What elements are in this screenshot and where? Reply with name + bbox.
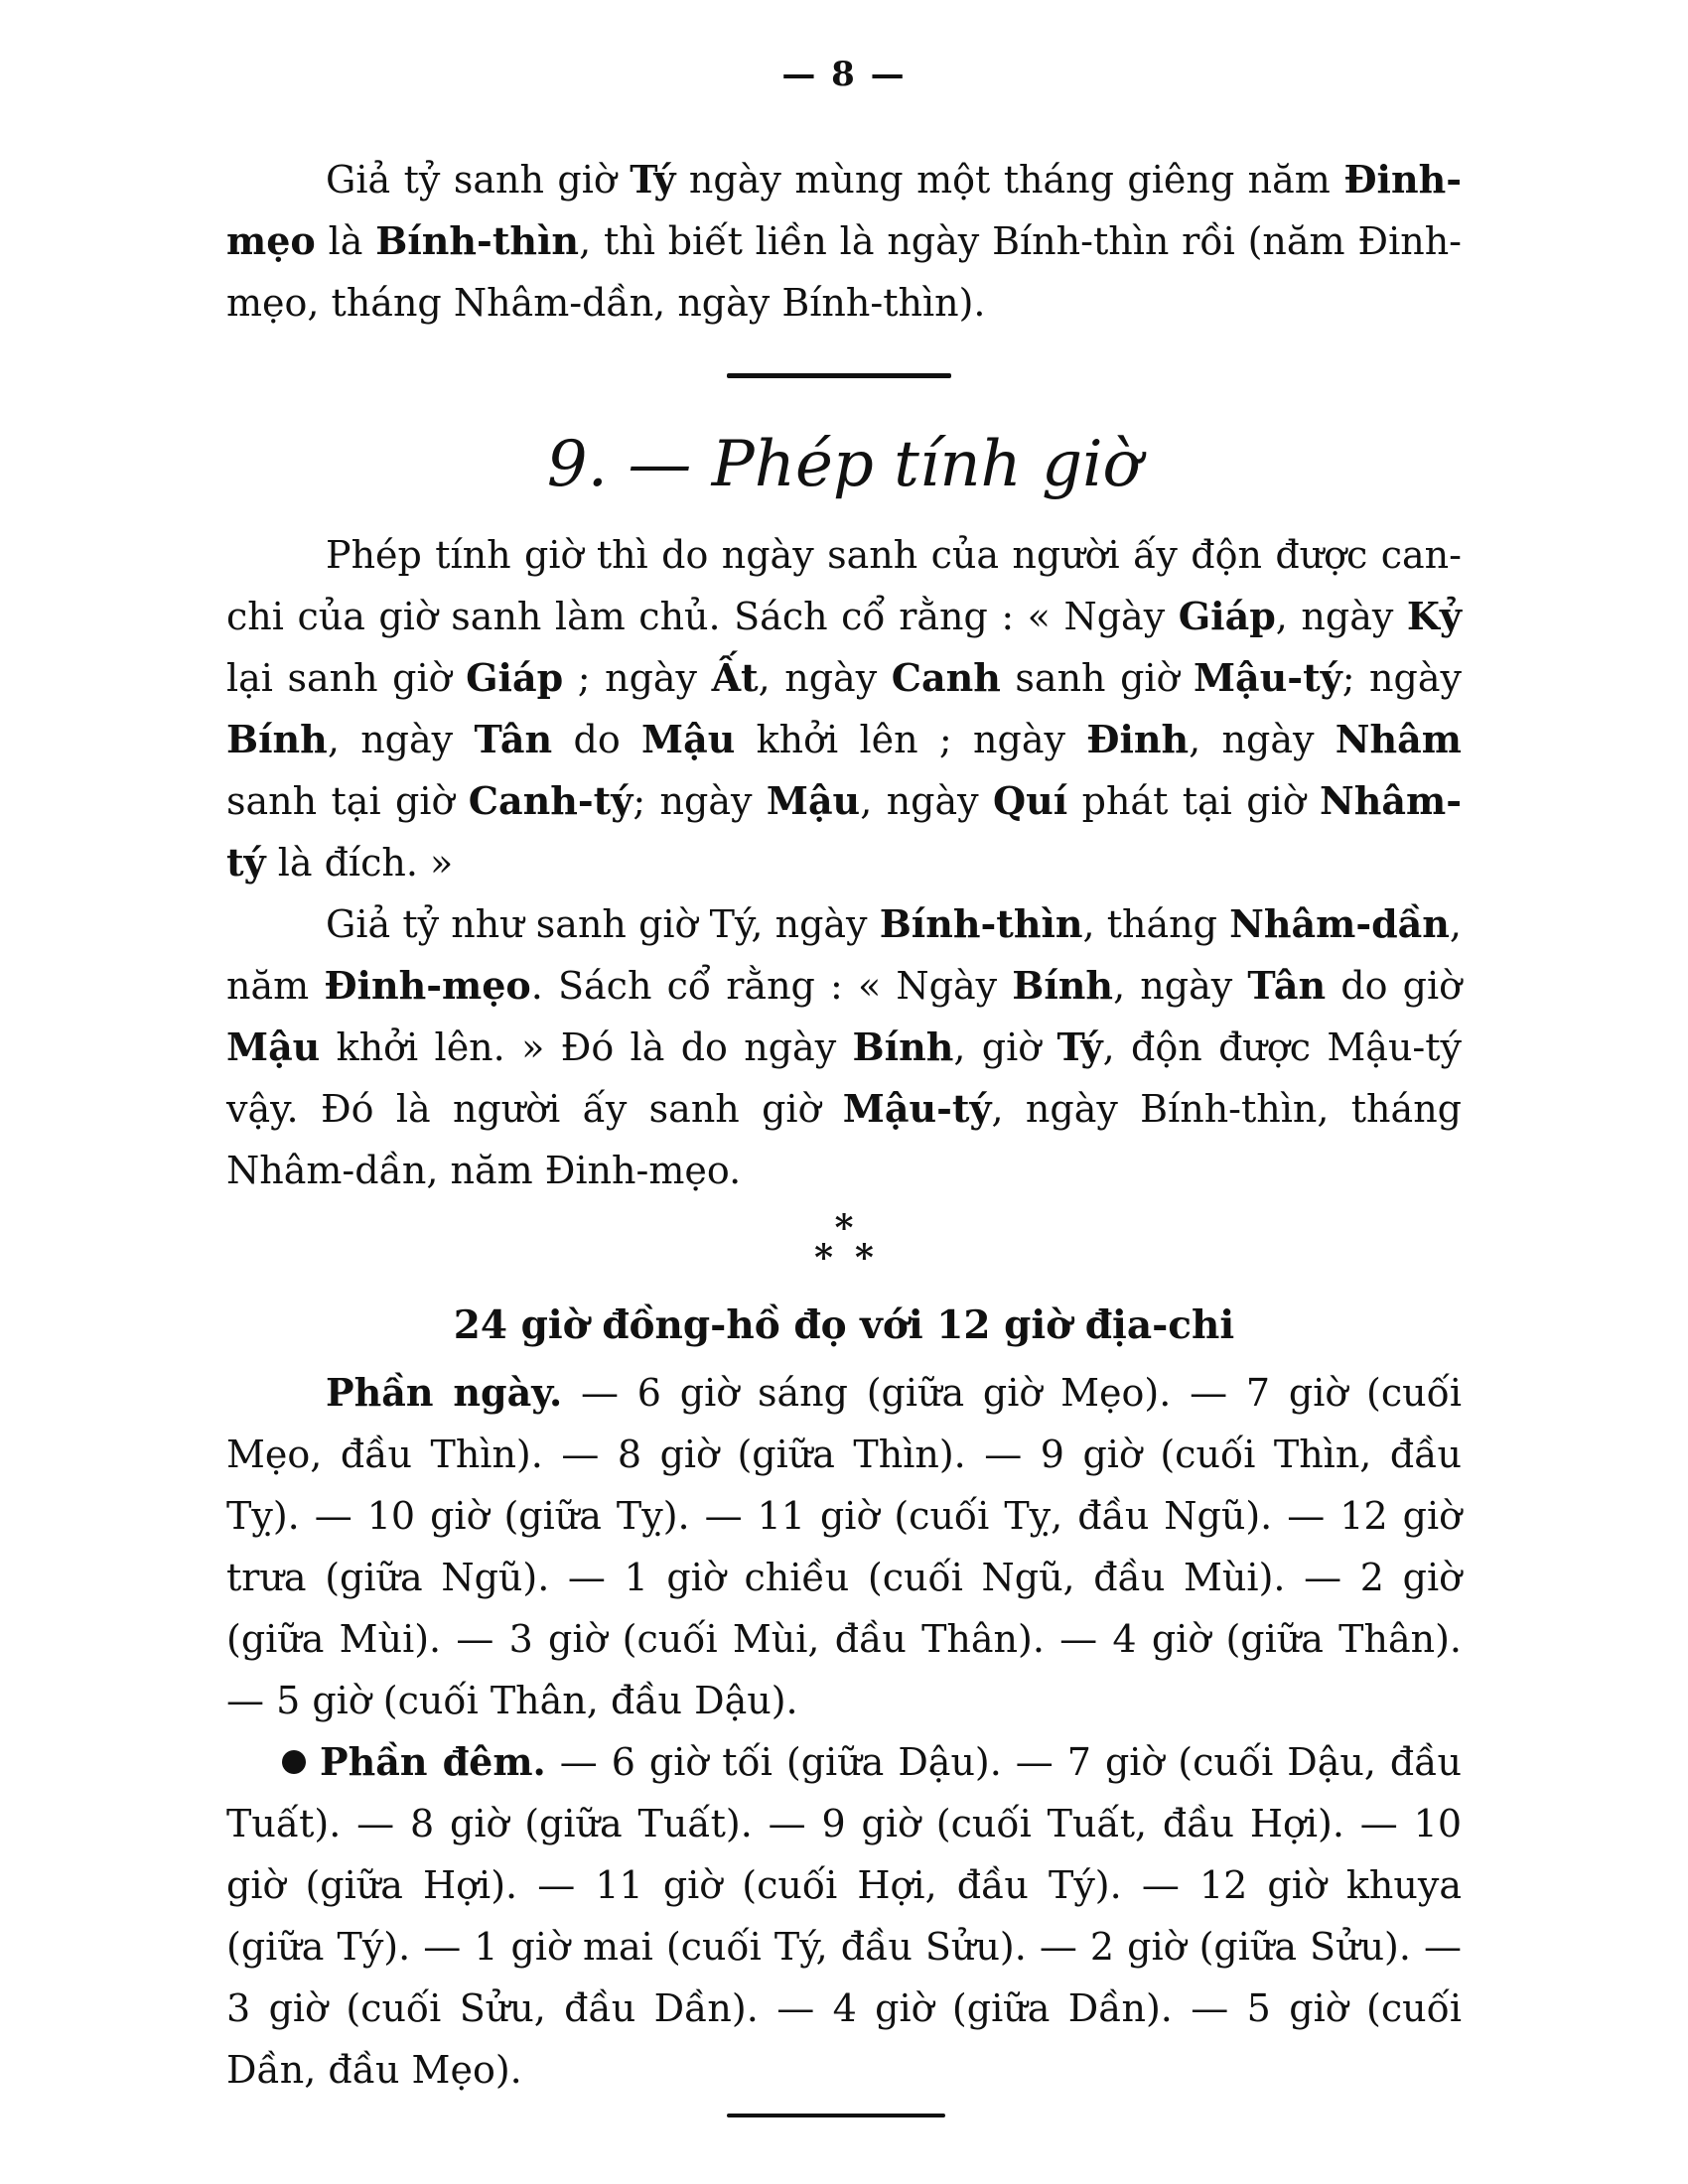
para-bold: Bính [226,717,328,761]
night-part-label: Phần đêm. [320,1739,546,1784]
para-text: ; ngày [1341,656,1462,700]
para-bold: Bính [1012,963,1114,1008]
para-text: sanh tại giờ [226,779,469,823]
para-text: , tháng [1082,902,1230,946]
para-text: khởi lên ; ngày [735,718,1087,761]
para-bold: Mậu-tý [842,1086,992,1131]
para-bold: Nhâm-dần [1229,901,1450,946]
para-text: do giờ [1326,964,1462,1008]
para-text: , ngày Bính-thìn, tháng Nhâm-dần, năm Đinh-mẹo. [226,1087,1462,1192]
para-text: khởi lên. » Đó là do ngày [320,1025,853,1069]
para-bold: Tý [1056,1024,1103,1069]
asterism-top: * [834,1207,854,1249]
para-bold: Kỷ [1406,594,1462,638]
para-text: phát tại giờ [1067,779,1321,823]
para-bold: Canh-tý [468,778,633,823]
para-bold: Canh [891,655,1001,700]
para-bold: Tân [1247,963,1327,1008]
para-bold: Nhâm [1335,717,1462,761]
para-text: do [552,718,642,761]
para-bold: Mậu [226,1024,321,1069]
asterism-ornament [0,1207,1688,1279]
para-bold: Giáp [1178,594,1276,638]
intro-bold: Bính-thìn [375,218,580,263]
para-bold: Quí [993,778,1068,823]
intro-bold: Tý [630,157,676,202]
para-text: lại sanh giờ [226,656,467,700]
intro-text: , thì biết liền là ngày Bính-thìn rồi (năm Đinh-mẹo, tháng Nhâm-dần, ngày Bính-thìn). [226,219,1463,325]
page-number: — 8 — [781,55,907,94]
para-text: , ngày [1275,595,1407,638]
method-paragraph [226,524,1462,1201]
para-bold: Mậu-tý [1193,655,1342,700]
para-bold: Bính-thìn [879,901,1083,946]
day-part-text: — 6 giờ sáng (giữa giờ Mẹo). — 7 giờ (cuối Mẹo, đầu Thìn). — 8 giờ (giữa Thìn). — 9 giờ (cuối Thìn, đầu Tỵ). — 10 giờ (giữa Tỵ). — 11 giờ (cuối Tỵ, đầu Ngũ). — 12 giờ trưa (giữa Ngũ). — 1 giờ chiều (cuối Ngũ, đầu Mùi). — 2 giờ (giữa Mùi). — 3 giờ (cuối Mùi, đầu Thân). — 4 giờ (giữa Thân). — 5 giờ (cuối Thân, đầu Dậu). [226,1371,1463,1722]
para-bold: Nhâm-tý [226,778,1462,885]
night-part-text: — 6 giờ tối (giữa Dậu). — 7 giờ (cuối Dậu, đầu Tuất). — 8 giờ (giữa Tuất). — 9 giờ (cuối Tuất, đầu Hợi). — 10 giờ (giữa Hợi). — 11 giờ (cuối Hợi, đầu Tý). — 12 giờ khuya (giữa Tý). — 1 giờ mai (cuối Tý, đầu Sửu). — 2 giờ (giữa Sửu). — 3 giờ (cuối Sửu, đầu Dần). — 4 giờ (giữa Dần). — 5 giờ (cuối Dần, đầu Mẹo). [226,1740,1462,2092]
para-bold: Ất [711,655,759,700]
para-bold: Mậu [641,717,736,761]
para-bold: Bính [852,1024,954,1069]
para-bold: Đinh [1086,717,1190,761]
intro-text: là [315,219,376,263]
para-bold: Đinh-mẹo [324,963,531,1008]
para-text: , ngày [327,718,475,761]
para-text: , độn được Mậu-tý vậy. Đó là người ấy sanh giờ [226,1025,1462,1131]
bullet-icon [282,1750,306,1774]
para-text: , ngày [758,656,892,700]
hours-list [226,1362,1462,2101]
para-text: Giả tỷ như sanh giờ Tý, ngày [326,902,880,946]
para-bold: Mậu [766,778,861,823]
intro-text: Giả tỷ sanh giờ [326,158,631,202]
intro-paragraph [226,149,1462,334]
day-part-label: Phần ngày. [326,1370,563,1415]
para-text: Phép tính giờ thì do ngày sanh của người ấy độn được can-chi của giờ sanh làm chủ. Sách cổ rằng : « Ngày [226,533,1462,638]
para-text: . Sách cổ rằng : « Ngày [530,964,1013,1008]
para-text: , ngày [1113,964,1248,1008]
para-text: , ngày [1189,718,1336,761]
para-text: là đích. » [265,841,454,885]
para-bold: Tân [474,717,553,761]
footer-divider [727,2114,945,2117]
intro-bold: Đinh-mẹo [226,157,1462,263]
table-heading: 24 giờ đồng-hồ đọ với 12 giờ địa-chi [453,1302,1235,1348]
asterism-bottom: ** [814,1237,896,1279]
para-bold: Giáp [466,655,564,700]
para-text: ; ngày [563,656,712,700]
section-divider [727,373,951,378]
para-text: sanh giờ [1000,656,1194,700]
section-heading: 9. — Phép tính giờ [546,428,1142,501]
para-text: , giờ [953,1025,1057,1069]
para-text: ; ngày [633,779,767,823]
para-text: , năm [226,902,1463,1008]
intro-text: ngày mùng một tháng giêng năm [675,158,1344,202]
para-text: , ngày [860,779,994,823]
